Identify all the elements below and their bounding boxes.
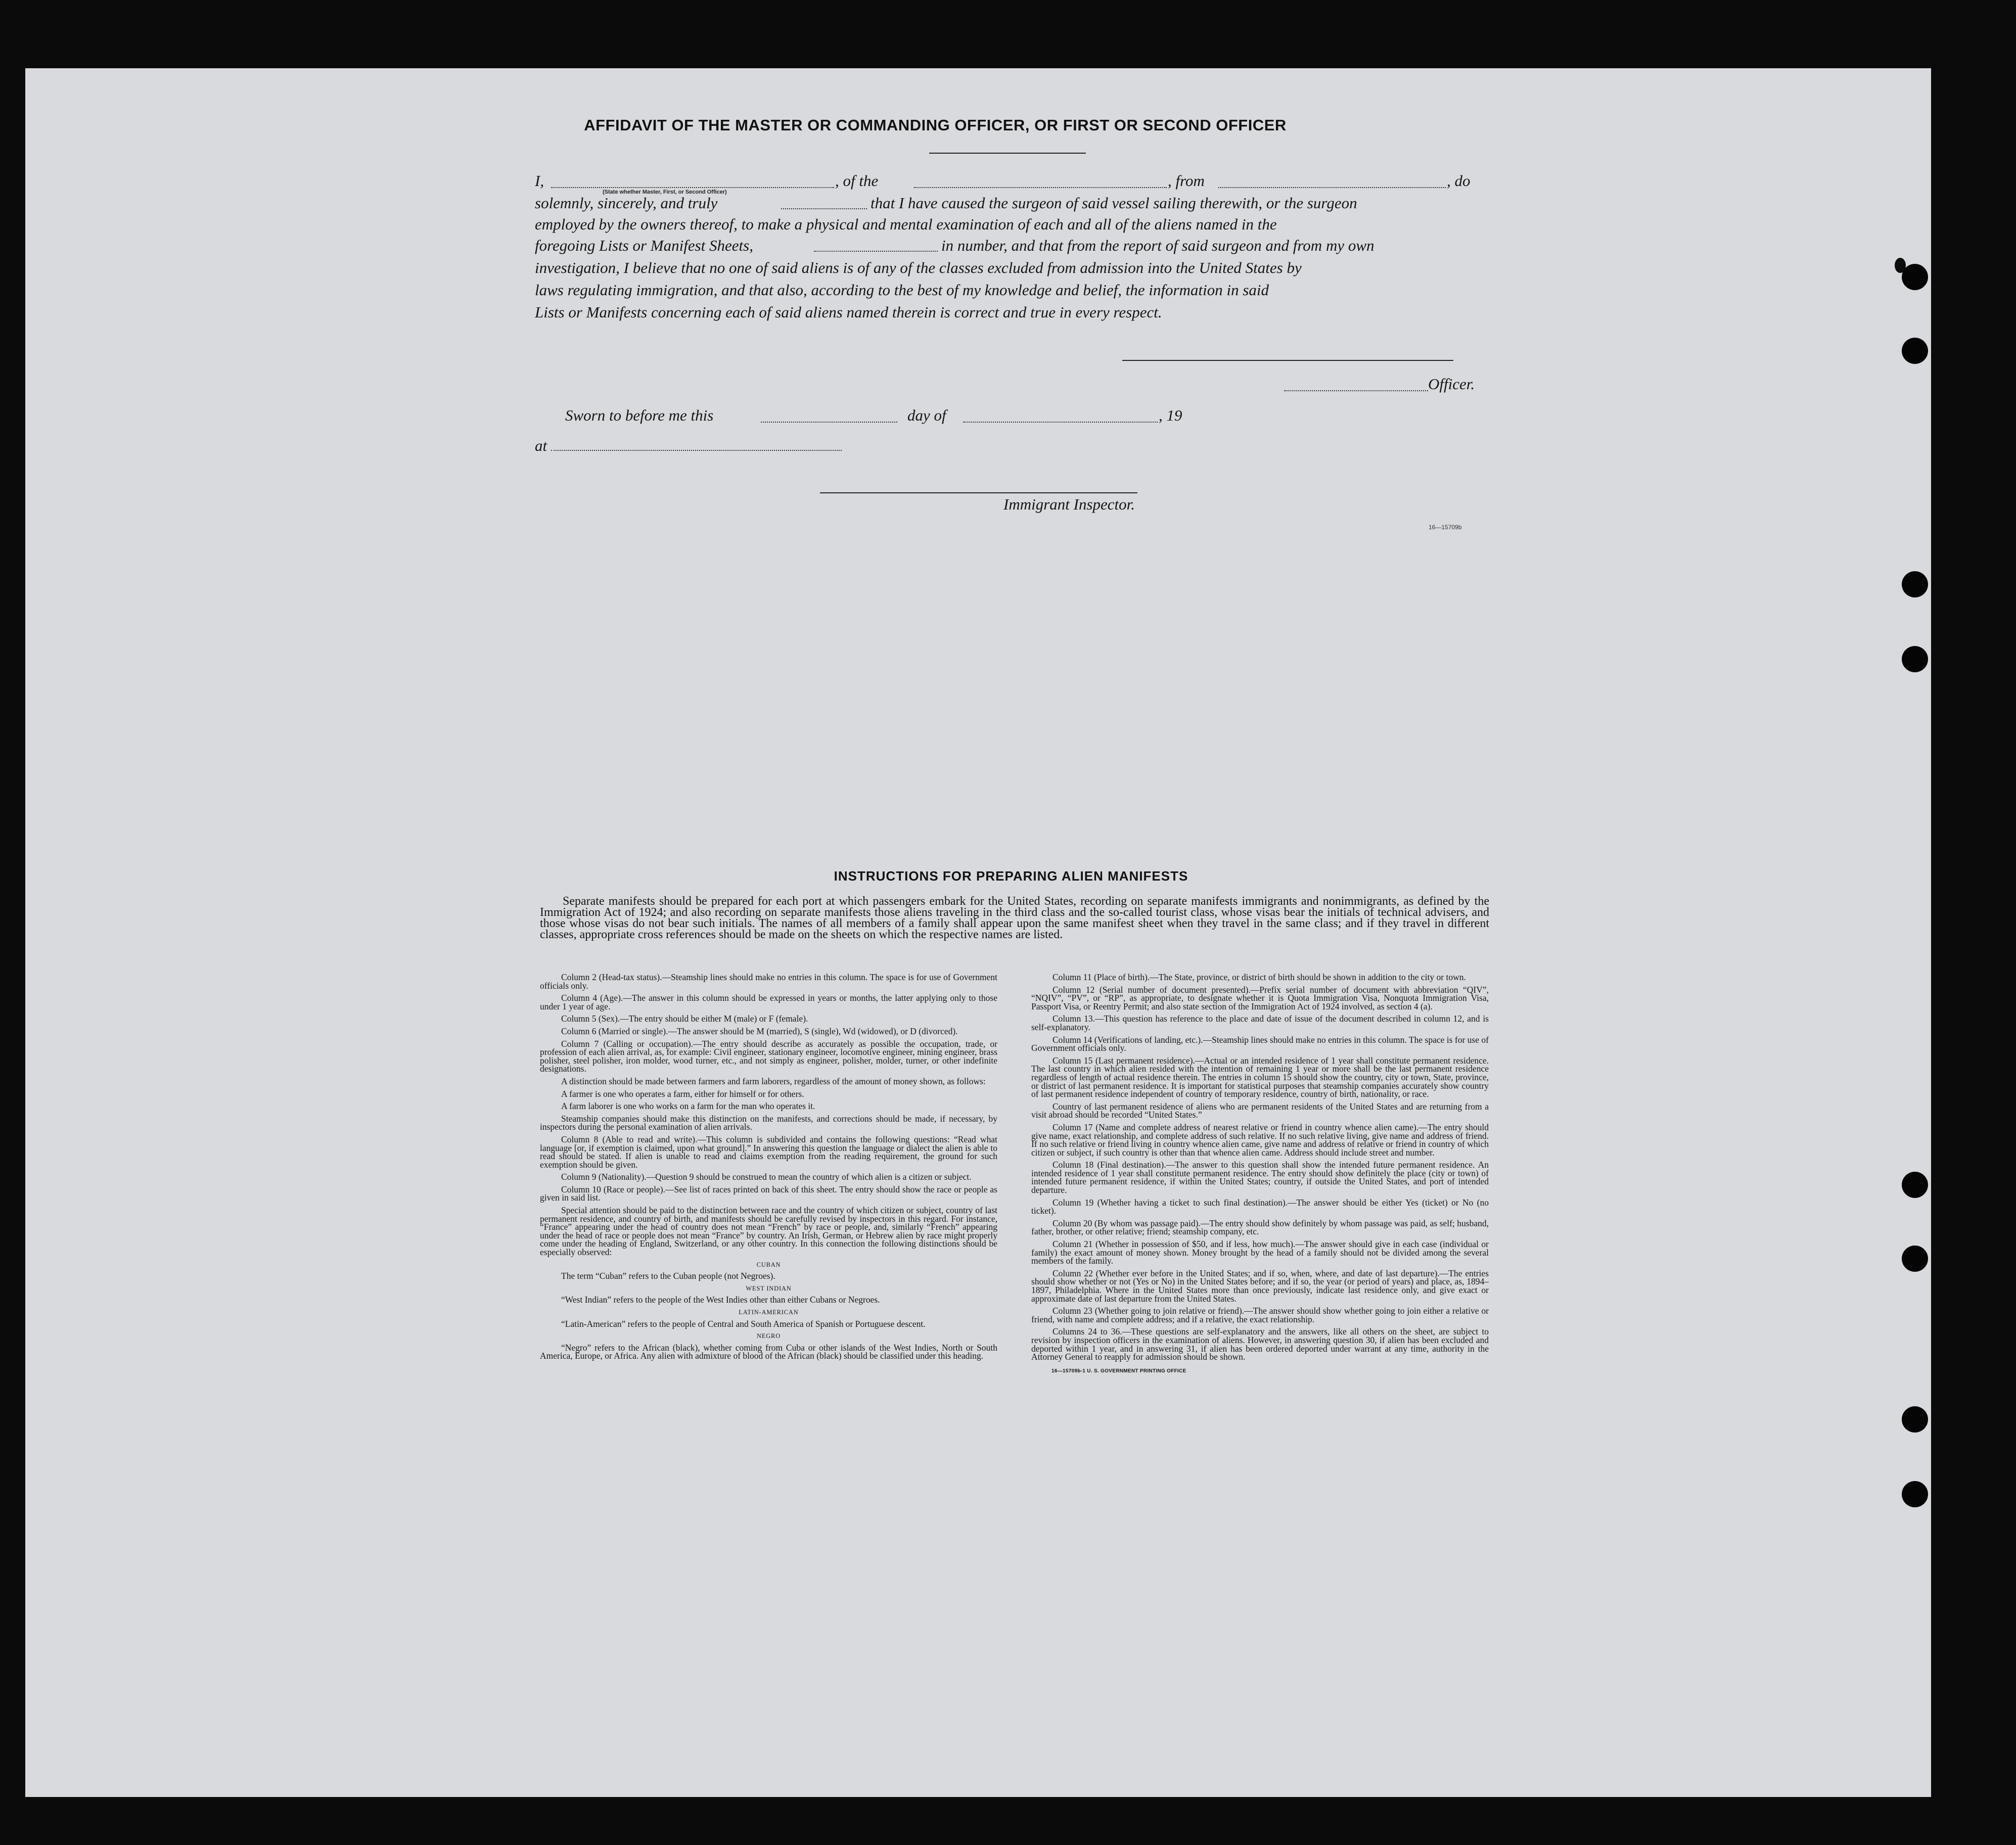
instruction-paragraph: Column 7 (Calling or occupation).—The entry should describe as accurately as possible the occupation, trade, or profession of each alien arrival, as, for example: Civil engineer, stationary engineer, locomotive engineer, mining engineer, brass polisher, steel polisher, iron molder, wood turner, etc., and not simply as engineer, polisher, molder, turner, or other indefinite designations.: [540, 1038, 997, 1074]
sworn-text: Sworn to before me this: [565, 406, 714, 424]
affidavit-line3: employed by the owners thereof, to make a physical and mental examination of each and all of the aliens named in the: [535, 215, 1277, 233]
binder-hole: [1902, 1172, 1928, 1198]
binder-hole: [1902, 646, 1928, 672]
at-text: at: [535, 437, 547, 454]
instructions-title: INSTRUCTIONS FOR PREPARING ALIEN MANIFESTS: [834, 868, 1188, 884]
instruction-paragraph: Column 9 (Nationality).—Question 9 should be construed to mean the country of which alien is a citizen or subject.: [561, 1172, 972, 1182]
port-blank: [1218, 187, 1446, 188]
officer-rank-hint: (State whether Master, First, or Second Officer): [603, 189, 727, 195]
instruction-paragraph: Column 4 (Age).—The answer in this column should be expressed in years or months, the latter applying only to those under 1 year of age.: [540, 993, 997, 1011]
instruction-paragraph: Column 8 (Able to read and write).—This column is subdivided and contains the following questions: “Read what language [or, if exemption is claimed, upon what ground].” In answering this question the language or dialect the alien is able to read should be stated. If alien is unable to read and claims exemption from the reading requirement, the ground for such exemption should be given.: [540, 1134, 997, 1170]
latin-american-heading: LATIN-AMERICAN: [739, 1309, 799, 1316]
printing-office-footer: 16—15709b-1 U. S. GOVERNMENT PRINTING OFFICE: [1051, 1368, 1186, 1374]
affidavit-line7: Lists or Manifests concerning each of said aliens named therein is correct and true in every respect.: [535, 303, 1162, 321]
sheet-count-blank: [814, 251, 938, 252]
binder-hole: [1902, 264, 1928, 290]
affidavit-title: AFFIDAVIT OF THE MASTER OR COMMANDING OFFICER, OR FIRST OR SECOND OFFICER: [584, 116, 1287, 134]
form-number: 16—15709b: [1429, 524, 1462, 531]
cuban-heading: CUBAN: [756, 1261, 781, 1268]
instruction-paragraph: Column 22 (Whether ever before in the United States; and if so, when, where, and date of last departure).—The entries should show whether or not (Yes or No) in the United States before; and if so, the year (or period of years) and place, as, 1894–1897, Philadelphia. Where in the United States more than once previously, indicate last residence only, and give exact or approximate date of last departure from the United States.: [1031, 1268, 1489, 1304]
binder-hole: [1902, 338, 1928, 364]
officer-rank-blank: [551, 187, 834, 188]
affidavit-i: I,: [535, 172, 544, 190]
instruction-paragraph: Column 2 (Head-tax status).—Steamship lines should make no entries in this column. The space is for use of Government officials only.: [540, 972, 997, 991]
instruction-paragraph: Column 18 (Final destination).—The answer to this question shall show the intended future permanent residence. An intended residence of 1 year shall constitute permanent residence. The entry should show definitely the place (city or town) of intended future permanent residence, if within the United States; country, if outside the United States, and port of intended departure.: [1031, 1160, 1489, 1195]
place-blank: [551, 450, 842, 451]
officer-blank: [1284, 390, 1428, 391]
binder-hole: [1902, 1481, 1928, 1507]
sworn-date-blank: [761, 422, 897, 423]
instruction-paragraph: Column 21 (Whether in possession of $50, and if less, how much).—The answer should give in each case (individual or family) the exact amount of money shown. Money brought by the head of a family should not be divided among the several members of the family.: [1031, 1239, 1489, 1266]
instruction-paragraph: Special attention should be paid to the distinction between race and the country of which citizen or subject, country of last permanent residence, and country of birth, and manifests should be carefully revised by inspectors in this regard. For instance, “France” appearing under the head of country does not mean “French” by race or people, and, similarly “French” appearing under the head of race or people does not mean “France” by country. An Irish, German, or Hebrew alien by race might properly come under the heading of England, Switzerland, or any other country. In this connection the following distinctions should be especially observed:: [540, 1205, 997, 1258]
instruction-paragraph: Column 12 (Serial number of document presented).—Prefix serial number of document with abbreviation “QIV”, “NQIV”, “PV”, or “RP”, as appropriate, to designate whether it is Quota Immigration Visa, Nonquota Immigration Visa, Passport Visa, or Reentry Permit; and also state section of the Immigration Act of 1924 involved, as section 4 (a).: [1031, 984, 1489, 1011]
instructions-right-column: [1031, 973, 1489, 1375]
instruction-paragraph: A distinction should be made between farmers and farm laborers, regardless of the amount of money shown, as follows:: [561, 1076, 986, 1086]
officer-label: Officer.: [1428, 375, 1475, 393]
instructions-intro: Separate manifests should be prepared for each port at which passengers embark for the United States, recording on separate manifests immigrants and nonimmigrants, as defined by the Immigration Act of 1924; and also recording on separate manifests those aliens traveling in the third class and the so-called tourist class, whose visas bear the initials of technical advisers, and those whose visas do not bear such initials. The names of all members of a family shall appear upon the same manifest sheet when they travel in the same class; and if they travel in different classes, appropriate cross references should be made on the sheets on which the respective names are listed.: [540, 895, 1489, 941]
title-underline: [929, 153, 1086, 154]
negro-heading: NEGRO: [756, 1332, 781, 1340]
instruction-paragraph: Column 20 (By whom was passage paid).—The entry should show definitely by whom passage was paid, as self; husband, father, brother, or other relative; friend; steamship company, etc.: [1031, 1218, 1489, 1237]
instruction-paragraph: Column 23 (Whether going to join relative or friend).—The answer should show whether going to join either a relative or friend, with name and complete address; and if a relative, the exact relationship.: [1031, 1306, 1489, 1324]
latin-american-definition: “Latin-American” refers to the people of Central and South America of Spanish or Portuguese descent.: [561, 1318, 926, 1329]
affidavit-line5: investigation, I believe that no one of said aliens is of any of the classes excluded from admission into the United States by: [535, 259, 1302, 276]
instruction-paragraph: Column 14 (Verifications of landing, etc.).—Steamship lines should make no entries in this column. The space is for use of Government officials only.: [1031, 1034, 1489, 1053]
binder-hole: [1902, 571, 1928, 597]
west-indian-definition: “West Indian” refers to the people of the West Indies other than either Cubans or Negroes.: [561, 1295, 880, 1305]
instruction-paragraph: Steamship companies should make this distinction on the manifests, and corrections should be made, if necessary, by inspectors during the personal examination of alien arrivals.: [540, 1113, 997, 1132]
affidavit-line2-b: that I have caused the surgeon of said vessel sailing therewith, or the surgeon: [870, 194, 1357, 212]
binder-hole: [1902, 1246, 1928, 1272]
instruction-paragraph: Column 17 (Name and complete address of nearest relative or friend in country whence alien came).—The entry should give name, exact relationship, and complete address of such relative. If no such relative living, give name and address of friend. If no such relative or friend living in country whence alien came, give name and address of relative or friend in country of which citizen or subject, if such country is other than that whence alien came. Address should include street and number.: [1031, 1122, 1489, 1158]
instruction-paragraph: Column 19 (Whether having a ticket to such final destination).—The answer should be either Yes (ticket) or No (no ticket).: [1031, 1197, 1489, 1216]
year-prefix: , 19: [1159, 406, 1182, 424]
instruction-paragraph: A farmer is one who operates a farm, either for himself or for others.: [561, 1088, 804, 1099]
inspector-label: Immigrant Inspector.: [1003, 495, 1135, 513]
affidavit-from: , from: [1168, 172, 1205, 190]
instruction-paragraph: Column 11 (Place of birth).—The State, province, or district of birth should be shown in addition to the city or town.: [1052, 972, 1466, 982]
affidavit-of-the: , of the: [835, 172, 879, 190]
instruction-paragraph: Column 15 (Last permanent residence).—Actual or an intended residence of 1 year shall constitute permanent residence. The last country in which alien resided with the intention of remaining 1 year or more shall be the last permanent residence regardless of length of actual residence therein. The entries in column 15 should show the country, city or town, State, province, or district of last permanent residence. It is important for statistical purposes that steamship companies accurately show country of last permanent residence independent of country of temporary residence, country of birth, nationality, or race.: [1031, 1055, 1489, 1099]
day-of-text: day of: [907, 406, 946, 424]
instruction-paragraph: Column 5 (Sex).—The entry should be either M (male) or F (female).: [561, 1013, 808, 1024]
vessel-name-blank: [914, 187, 1167, 188]
cuban-definition: The term “Cuban” refers to the Cuban people (not Negroes).: [561, 1271, 775, 1281]
affidavit-do: , do: [1447, 172, 1471, 190]
ink-blot: [1895, 258, 1906, 273]
negro-definition: “Negro” refers to the African (black), whether coming from Cuba or other islands of the West Indies, North or South America, Europe, or Africa. Any alien with admixture of blood of the African (black) should be classified under this heading.: [540, 1342, 997, 1361]
instruction-paragraph: Column 6 (Married or single).—The answer should be M (married), S (single), Wd (widowed), or D (divorced).: [561, 1026, 958, 1036]
oath-blank: [781, 208, 867, 209]
affidavit-line2-a: solemnly, sincerely, and truly: [535, 194, 718, 212]
affidavit-line6: laws regulating immigration, and that also, according to the best of my knowledge and belief, the information in said: [535, 281, 1269, 299]
inspector-signature-line: [820, 492, 1137, 493]
affidavit-line4-a: foregoing Lists or Manifest Sheets,: [535, 237, 753, 254]
month-blank: [963, 422, 1158, 423]
instruction-paragraph: Column 10 (Race or people).—See list of races printed on back of this sheet. The entry should show the race or people as given in said list.: [540, 1184, 997, 1203]
officer-signature-line: [1122, 360, 1453, 361]
binder-hole: [1902, 1406, 1928, 1433]
instructions-left-column: [540, 973, 997, 1364]
west-indian-heading: WEST INDIAN: [746, 1284, 792, 1292]
instruction-paragraph: Country of last permanent residence of aliens who are permanent residents of the United States and are returning from a visit abroad should be recorded “United States.”: [1031, 1101, 1489, 1120]
instruction-paragraph: Columns 24 to 36.—These questions are self-explanatory and the answers, like all others on the sheet, are subject to revision by inspection officers in the examination of aliens. However, in answering question 30, if alien has been excluded and deported within 1 year, and in answering 31, if alien has been ordered deported under warrant at any time, authority in the Attorney General to reapply for admission should be shown.: [1031, 1326, 1489, 1362]
instruction-paragraph: A farm laborer is one who works on a farm for the man who operates it.: [561, 1101, 815, 1112]
affidavit-line4-b: in number, and that from the report of said surgeon and from my own: [941, 237, 1374, 254]
instruction-paragraph: Column 13.—This question has reference to the place and date of issue of the document described in column 12, and is self-explanatory.: [1031, 1013, 1489, 1032]
